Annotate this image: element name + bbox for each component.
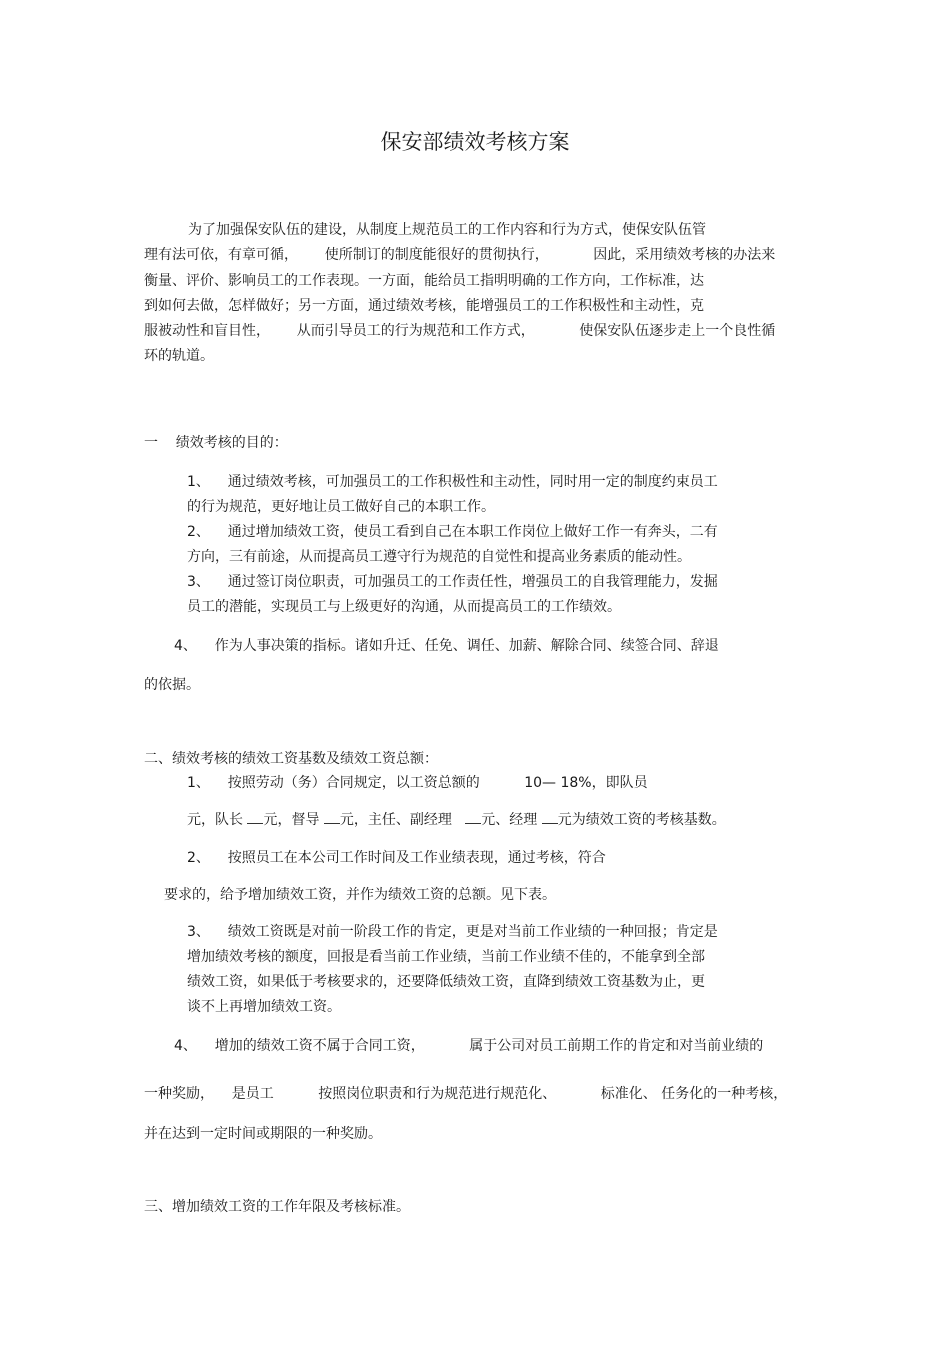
intro-line-2: 理有法可依，有章可循， 使所制订的制度能很好的贯彻执行， 因此，采用绩效考核的办法来 [144,247,776,263]
blank-text: 元为绩效工资的考核基数。 [557,812,726,828]
section2-item4-line-2: 一种奖励， 是员工 按照岗位职责和行为规范进行规范化、 标准化、 任务化的一种考核， [144,1086,788,1102]
section2-item3-line-4: 谈不上再增加绩效工资。 [187,999,341,1015]
section2-item1-line-1: 1、 按照劳动（务）合同规定，以工资总额的 10— 18%，即队员 [187,775,648,791]
intro-line-3: 衡量、评价、影响员工的工作表现。一方面，能给员工指明明确的工作方向，工作标准，达 [144,273,704,289]
intro-line-5: 服被动性和盲目性， 从而引导员工的行为规范和工作方式， 使保安队伍逐步走上一个良性循 [144,323,776,339]
section2-item2-line-1: 2、 按照员工在本公司工作时间及工作业绩表现，通过考核，符合 [187,850,606,866]
blank-field [465,811,481,824]
section2-item1-line-2 [187,811,726,829]
blank-text: 元，主任、副经理 [339,812,466,828]
section1-line-6: 员工的潜能，实现员工与上级更好的沟通，从而提高员工的工作绩效。 [187,599,621,615]
blank-field [324,811,340,824]
section2-item3-line-2: 增加绩效考核的额度，回报是看当前工作业绩，当前工作业绩不佳的，不能拿到全部 [187,949,705,965]
section2-item4-line-3: 并在达到一定时间或期限的一种奖励。 [144,1126,382,1142]
section2-item3-line-1: 3、 绩效工资既是对前一阶段工作的肯定，更是对当前工作业绩的一种回报；肯定是 [187,924,718,940]
section2-item2-line-2: 要求的，给予增加绩效工资，并作为绩效工资的总额。见下表。 [164,887,556,903]
section1-line-4: 方向，三有前途，从而提高员工遵守行为规范的自觉性和提高业务素质的能动性。 [187,549,691,565]
blank-text: 元，队长 [187,812,248,828]
section1-line-2: 的行为规范，更好地让员工做好自己的本职工作。 [187,499,495,515]
blank-field [247,811,263,824]
document-title: 保安部绩效考核方案 [380,130,570,154]
intro-line-6: 环的轨道。 [144,348,214,364]
intro-line-4: 到如何去做，怎样做好；另一方面，通过绩效考核，能增强员工的工作积极性和主动性，克 [144,298,704,314]
section3-heading: 三、增加绩效工资的工作年限及考核标准。 [144,1199,410,1215]
section1-line-3: 2、 通过增加绩效工资，使员工看到自己在本职工作岗位上做好工作一有奔头，二有 [187,524,718,540]
blank-text: 元、经理 [481,812,542,828]
section1-item4-line-2: 的依据。 [144,677,200,693]
section2-heading: 二、绩效考核的绩效工资基数及绩效工资总额： [144,751,438,767]
blank-text: 元，督导 [263,812,324,828]
section2-item3-line-3: 绩效工资，如果低于考核要求的，还要降低绩效工资，直降到绩效工资基数为止，更 [187,974,705,990]
section1-line-1: 1、 通过绩效考核，可加强员工的工作积极性和主动性，同时用一定的制度约束员工 [187,474,718,490]
intro-line-1: 为了加强保安队伍的建设，从制度上规范员工的工作内容和行为方式，使保安队伍管 [188,222,706,238]
section2-item4-line-1: 4、 增加的绩效工资不属于合同工资， 属于公司对员工前期工作的肯定和对当前业绩的 [174,1038,764,1054]
section1-item4-line-1: 4、 作为人事决策的指标。诸如升迁、任免、调任、加薪、解除合同、续签合同、辞退 [174,638,719,654]
blank-field [542,811,558,824]
section1-line-5: 3、 通过签订岗位职责，可加强员工的工作责任性，增强员工的自我管理能力，发掘 [187,574,718,590]
section1-heading: 一 绩效考核的目的： [144,435,288,451]
